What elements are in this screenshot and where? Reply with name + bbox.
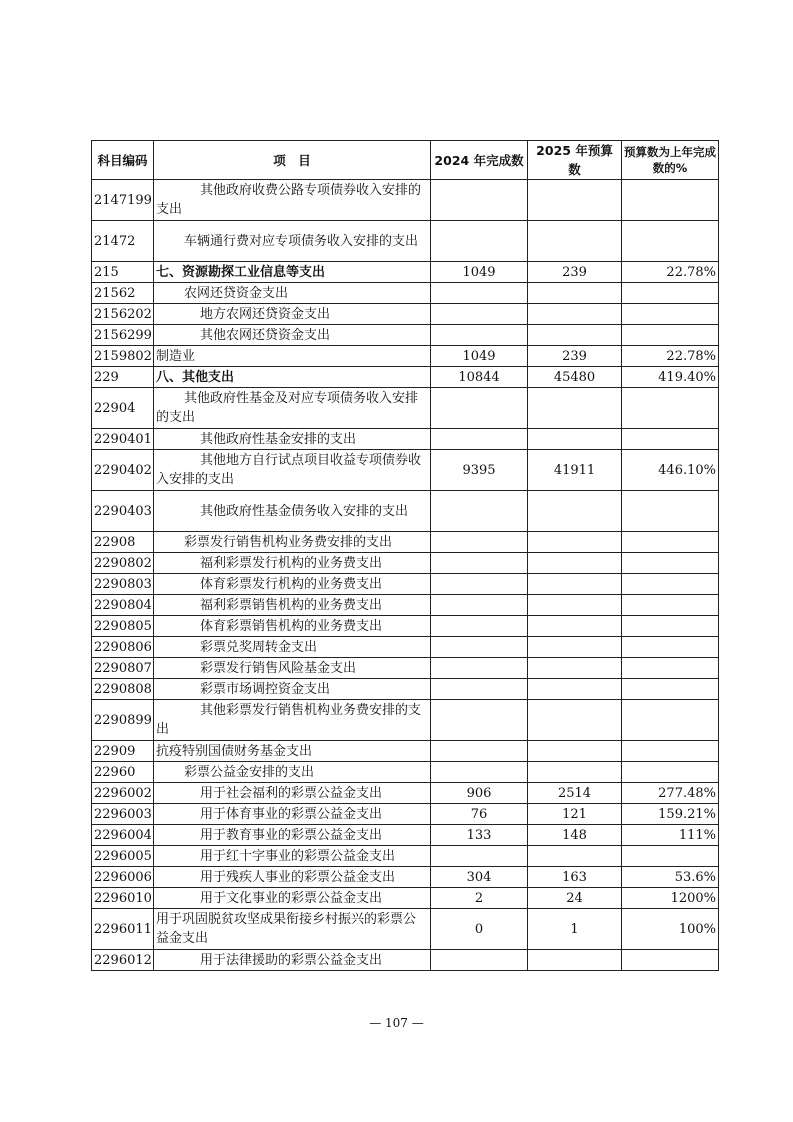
cell-code: 2290803	[92, 574, 154, 595]
cell-code: 2290806	[92, 637, 154, 658]
cell-code: 22908	[92, 532, 154, 553]
cell-code: 2156299	[92, 325, 154, 346]
cell-name: 彩票发行销售风险基金支出	[154, 658, 431, 679]
cell-prev-year	[431, 325, 528, 346]
table-row	[92, 491, 719, 532]
table-row	[92, 616, 719, 637]
cell-ratio	[622, 658, 719, 679]
cell-prev-year	[431, 700, 528, 741]
cell-name: 彩票公益金安排的支出	[154, 762, 431, 783]
cell-curr-year	[528, 553, 622, 574]
cell-name: 用于体育事业的彩票公益金支出	[154, 804, 431, 825]
cell-curr-year	[528, 388, 622, 429]
header-curr-year: 2025 年预算数	[528, 141, 622, 180]
cell-code: 22960	[92, 762, 154, 783]
cell-name: 其他地方自行试点项目收益专项债券收入安排的支出	[154, 450, 431, 491]
cell-name: 体育彩票发行机构的业务费支出	[154, 574, 431, 595]
page-number: — 107 —	[369, 1016, 424, 1030]
table-row	[92, 450, 719, 491]
table-row	[92, 637, 719, 658]
cell-prev-year	[431, 304, 528, 325]
cell-code: 2290807	[92, 658, 154, 679]
cell-curr-year	[528, 846, 622, 867]
cell-prev-year	[431, 553, 528, 574]
cell-prev-year	[431, 658, 528, 679]
table-row	[92, 262, 719, 283]
table-row	[92, 325, 719, 346]
cell-curr-year: 41911	[528, 450, 622, 491]
cell-code: 2296005	[92, 846, 154, 867]
cell-ratio	[622, 553, 719, 574]
cell-code: 2290804	[92, 595, 154, 616]
table-row	[92, 595, 719, 616]
cell-ratio	[622, 846, 719, 867]
cell-prev-year: 2	[431, 888, 528, 909]
cell-ratio	[622, 221, 719, 262]
table-row	[92, 762, 719, 783]
cell-name: 用于社会福利的彩票公益金支出	[154, 783, 431, 804]
cell-name: 八、其他支出	[154, 367, 431, 388]
cell-curr-year	[528, 658, 622, 679]
cell-name: 地方农网还贷资金支出	[154, 304, 431, 325]
cell-curr-year: 163	[528, 867, 622, 888]
cell-prev-year	[431, 616, 528, 637]
cell-code: 2147199	[92, 180, 154, 221]
table-row	[92, 180, 719, 221]
cell-prev-year	[431, 574, 528, 595]
cell-curr-year: 148	[528, 825, 622, 846]
cell-curr-year: 239	[528, 262, 622, 283]
cell-ratio	[622, 741, 719, 762]
cell-prev-year	[431, 595, 528, 616]
cell-curr-year	[528, 574, 622, 595]
cell-prev-year: 906	[431, 783, 528, 804]
cell-code: 22904	[92, 388, 154, 429]
cell-code: 2290402	[92, 450, 154, 491]
cell-curr-year: 1	[528, 909, 622, 950]
cell-prev-year	[431, 679, 528, 700]
cell-curr-year	[528, 616, 622, 637]
cell-name: 抗疫特别国债财务基金支出	[154, 741, 431, 762]
cell-prev-year: 304	[431, 867, 528, 888]
cell-ratio: 111%	[622, 825, 719, 846]
cell-name: 用于残疾人事业的彩票公益金支出	[154, 867, 431, 888]
cell-code: 229	[92, 367, 154, 388]
cell-curr-year	[528, 325, 622, 346]
cell-name: 彩票兑奖周转金支出	[154, 637, 431, 658]
table-row	[92, 846, 719, 867]
cell-ratio	[622, 595, 719, 616]
table-row	[92, 700, 719, 741]
cell-ratio	[622, 616, 719, 637]
cell-prev-year	[431, 388, 528, 429]
cell-code: 2159802	[92, 346, 154, 367]
cell-code: 2290401	[92, 429, 154, 450]
cell-curr-year: 45480	[528, 367, 622, 388]
cell-curr-year	[528, 491, 622, 532]
table-row	[92, 304, 719, 325]
table-row	[92, 388, 719, 429]
cell-name: 其他彩票发行销售机构业务费安排的支出	[154, 700, 431, 741]
cell-name: 用于文化事业的彩票公益金支出	[154, 888, 431, 909]
cell-name: 其他政府性基金安排的支出	[154, 429, 431, 450]
table-row	[92, 574, 719, 595]
cell-code: 2290403	[92, 491, 154, 532]
cell-name: 福利彩票发行机构的业务费支出	[154, 553, 431, 574]
cell-curr-year	[528, 950, 622, 971]
table-row	[92, 804, 719, 825]
cell-curr-year	[528, 304, 622, 325]
table-row	[92, 367, 719, 388]
table-row	[92, 553, 719, 574]
cell-name: 制造业	[154, 346, 431, 367]
cell-ratio: 277.48%	[622, 783, 719, 804]
cell-curr-year	[528, 429, 622, 450]
table-row	[92, 950, 719, 971]
cell-ratio: 53.6%	[622, 867, 719, 888]
cell-name: 彩票市场调控资金支出	[154, 679, 431, 700]
cell-code: 2296004	[92, 825, 154, 846]
table-row	[92, 783, 719, 804]
cell-ratio	[622, 388, 719, 429]
cell-code: 21472	[92, 221, 154, 262]
cell-curr-year	[528, 532, 622, 553]
cell-prev-year	[431, 762, 528, 783]
cell-code: 2290899	[92, 700, 154, 741]
cell-prev-year	[431, 741, 528, 762]
cell-code: 2156202	[92, 304, 154, 325]
table-row	[92, 346, 719, 367]
cell-prev-year	[431, 637, 528, 658]
cell-ratio	[622, 429, 719, 450]
cell-ratio	[622, 304, 719, 325]
cell-prev-year	[431, 532, 528, 553]
cell-ratio: 419.40%	[622, 367, 719, 388]
cell-prev-year: 9395	[431, 450, 528, 491]
cell-name: 车辆通行费对应专项债务收入安排的支出	[154, 221, 431, 262]
cell-code: 2296010	[92, 888, 154, 909]
table-row	[92, 532, 719, 553]
cell-name: 其他政府性基金债务收入安排的支出	[154, 491, 431, 532]
table-row	[92, 825, 719, 846]
cell-prev-year	[431, 491, 528, 532]
cell-prev-year	[431, 846, 528, 867]
header-name: 项 目	[154, 141, 431, 180]
cell-ratio	[622, 180, 719, 221]
table-row	[92, 221, 719, 262]
cell-prev-year	[431, 429, 528, 450]
table-row	[92, 867, 719, 888]
cell-ratio	[622, 491, 719, 532]
cell-prev-year	[431, 221, 528, 262]
cell-prev-year	[431, 180, 528, 221]
table-row	[92, 909, 719, 950]
cell-ratio: 159.21%	[622, 804, 719, 825]
cell-ratio	[622, 679, 719, 700]
cell-name: 七、资源勘探工业信息等支出	[154, 262, 431, 283]
cell-code: 2290805	[92, 616, 154, 637]
cell-curr-year	[528, 679, 622, 700]
table-row	[92, 283, 719, 304]
cell-code: 2296002	[92, 783, 154, 804]
table-row	[92, 679, 719, 700]
cell-code: 2296012	[92, 950, 154, 971]
cell-prev-year: 76	[431, 804, 528, 825]
cell-ratio: 1200%	[622, 888, 719, 909]
cell-curr-year: 24	[528, 888, 622, 909]
cell-curr-year	[528, 700, 622, 741]
cell-name: 用于法律援助的彩票公益金支出	[154, 950, 431, 971]
cell-curr-year	[528, 637, 622, 658]
cell-curr-year	[528, 221, 622, 262]
cell-name: 用于教育事业的彩票公益金支出	[154, 825, 431, 846]
cell-ratio: 446.10%	[622, 450, 719, 491]
cell-prev-year: 10844	[431, 367, 528, 388]
cell-prev-year	[431, 950, 528, 971]
cell-code: 22909	[92, 741, 154, 762]
cell-name: 农网还贷资金支出	[154, 283, 431, 304]
cell-curr-year	[528, 180, 622, 221]
cell-curr-year	[528, 283, 622, 304]
cell-name: 其他农网还贷资金支出	[154, 325, 431, 346]
cell-name: 彩票发行销售机构业务费安排的支出	[154, 532, 431, 553]
cell-curr-year: 239	[528, 346, 622, 367]
cell-ratio	[622, 762, 719, 783]
cell-ratio: 22.78%	[622, 262, 719, 283]
table-row	[92, 429, 719, 450]
table-header-row	[92, 141, 719, 180]
cell-code: 21562	[92, 283, 154, 304]
cell-prev-year: 133	[431, 825, 528, 846]
header-ratio: 预算数为上年完成数的%	[622, 141, 719, 180]
cell-ratio	[622, 283, 719, 304]
cell-curr-year: 2514	[528, 783, 622, 804]
cell-ratio	[622, 950, 719, 971]
cell-ratio	[622, 574, 719, 595]
cell-curr-year	[528, 595, 622, 616]
cell-curr-year	[528, 741, 622, 762]
table-body	[92, 180, 719, 971]
cell-curr-year	[528, 762, 622, 783]
cell-prev-year: 0	[431, 909, 528, 950]
cell-name: 福利彩票销售机构的业务费支出	[154, 595, 431, 616]
header-code: 科目编码	[92, 141, 154, 180]
cell-code: 215	[92, 262, 154, 283]
budget-table	[91, 140, 719, 971]
cell-prev-year	[431, 283, 528, 304]
table-row	[92, 741, 719, 762]
table-row	[92, 888, 719, 909]
cell-name: 其他政府收费公路专项债券收入安排的支出	[154, 180, 431, 221]
cell-name: 用于红十字事业的彩票公益金支出	[154, 846, 431, 867]
cell-prev-year: 1049	[431, 346, 528, 367]
cell-ratio	[622, 637, 719, 658]
cell-code: 2296011	[92, 909, 154, 950]
table-row	[92, 658, 719, 679]
cell-ratio	[622, 532, 719, 553]
cell-ratio	[622, 700, 719, 741]
cell-ratio: 100%	[622, 909, 719, 950]
header-prev-year: 2024 年完成数	[431, 141, 528, 180]
cell-name: 体育彩票销售机构的业务费支出	[154, 616, 431, 637]
cell-prev-year: 1049	[431, 262, 528, 283]
cell-ratio	[622, 325, 719, 346]
cell-code: 2290808	[92, 679, 154, 700]
cell-ratio: 22.78%	[622, 346, 719, 367]
cell-name: 用于巩固脱贫攻坚成果衔接乡村振兴的彩票公益金支出	[154, 909, 431, 950]
cell-code: 2296003	[92, 804, 154, 825]
cell-name: 其他政府性基金及对应专项债务收入安排的支出	[154, 388, 431, 429]
cell-code: 2290802	[92, 553, 154, 574]
cell-curr-year: 121	[528, 804, 622, 825]
cell-code: 2296006	[92, 867, 154, 888]
